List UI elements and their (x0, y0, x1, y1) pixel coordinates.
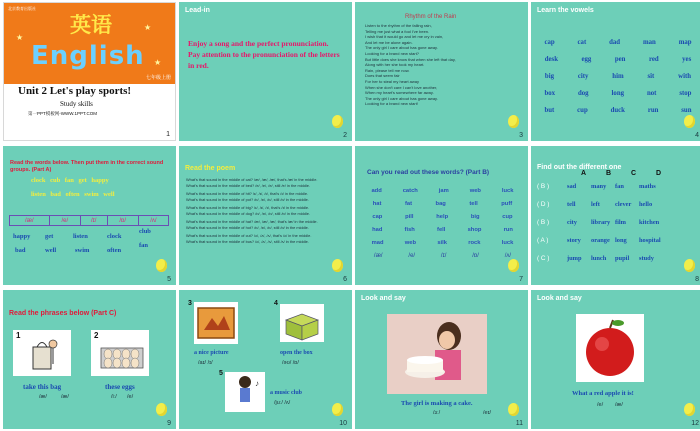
vowel-word: dog (578, 90, 589, 97)
slide-number: 5 (167, 276, 171, 283)
answer-word: often (107, 247, 122, 254)
word: hat (372, 201, 382, 207)
vowel-word: not (646, 90, 657, 97)
option-word: many (591, 183, 607, 190)
picture-image (194, 302, 238, 344)
word: rock (468, 240, 481, 246)
phrase-label: a nice picture (194, 350, 229, 356)
vowel-word: dad (609, 39, 621, 46)
subject-cn: 英语 (70, 13, 112, 37)
option-word: kitchen (639, 219, 660, 226)
question-row (537, 255, 663, 262)
apple-photo (576, 314, 644, 382)
lemon-icon (684, 403, 695, 416)
picture-number: 3 (188, 300, 192, 307)
word: pill (405, 214, 414, 220)
option-word: library (591, 219, 611, 226)
vowel-word: man (642, 39, 656, 46)
slide-7-thumbnail[interactable] (355, 146, 528, 285)
cover-banner (4, 3, 175, 84)
answer-word: swim (75, 247, 90, 254)
phonetic: /ɪ/ (440, 253, 447, 259)
word: add (371, 188, 382, 194)
vowel-word: him (612, 73, 624, 80)
picture-number: 5 (219, 370, 223, 377)
option-letter: A (581, 170, 587, 177)
word: luck (501, 188, 514, 194)
slide-number: 12 (691, 420, 699, 427)
option-word: study (639, 255, 654, 262)
word: big (470, 214, 480, 220)
option-word: left (591, 201, 600, 208)
word: cap (372, 214, 383, 220)
slide-3-thumbnail[interactable] (355, 2, 528, 141)
sound-groups-table (9, 215, 169, 226)
sound-header: /e/ (49, 216, 80, 226)
slide-11-thumbnail[interactable] (355, 290, 528, 429)
word: bag (435, 201, 446, 207)
slide-title: Read the poem (185, 165, 236, 172)
music-image (225, 372, 265, 412)
option-word: tell (567, 201, 576, 208)
unit-subtitle: Study skills (60, 100, 93, 108)
word: cup (502, 214, 513, 220)
phonetic: /æ/ (615, 402, 623, 408)
slide-title: Look and say (537, 295, 582, 302)
lyric-line: The only girl I care about has gone away. (365, 95, 438, 101)
option-word: pupil (615, 255, 630, 262)
vowel-word: run (647, 107, 659, 114)
lyric-line: And let me be alone again. (365, 39, 413, 45)
answer-paren: ( B ) (537, 219, 550, 226)
slide-title: Look and say (361, 295, 406, 302)
option-word: sad (567, 183, 577, 190)
grade-label: 七年级上册 (145, 75, 171, 81)
vowel-word: cup (577, 107, 588, 114)
phonetic: /iː/ (111, 394, 117, 400)
photo-caption: The girl is making a cake. (401, 400, 473, 407)
answer-paren: ( D ) (537, 201, 550, 208)
option-word: long (615, 237, 627, 244)
lyric-line: Rain, please tell me now. (365, 67, 410, 73)
phonetic: /aɪ/ /ɪ/ (198, 360, 213, 366)
poem-line: What's that sound in the middle of pot? /ɒ/, /ɒ/, /ɒ/, still /ɒ/ in the middle. (186, 196, 309, 202)
option-letter: B (606, 170, 612, 177)
vowel-word: sit (647, 73, 655, 80)
slide-title: Lead-in (185, 7, 210, 14)
slide-number: 10 (339, 420, 347, 427)
word: run (503, 227, 513, 233)
photo-caption: What a red apple it is! (572, 390, 634, 397)
lyric-line: Does that seem fair (365, 73, 400, 79)
word: fell (437, 227, 446, 233)
word: luck (501, 240, 514, 246)
lyric-line: I wish that it would go and let me cry in vain, (365, 34, 444, 40)
word: fat (404, 201, 413, 207)
lyric-line: When she don't care I can't love another, (365, 84, 438, 90)
lyric-line: When my heart's somewhere far away. (365, 90, 434, 96)
slide-5-thumbnail[interactable] (3, 146, 176, 285)
option-word: clever (615, 201, 632, 208)
publisher-label: 北京教育出版社 (8, 6, 36, 11)
slide-6-thumbnail[interactable] (179, 146, 352, 285)
vowel-word: city (577, 73, 589, 80)
vowel-word: egg (581, 56, 592, 63)
slide-title: Find out the different one (537, 164, 622, 171)
answer-paren: ( B ) (537, 183, 550, 190)
phrase-label: take this bag (23, 383, 62, 391)
answer-word: clock (107, 233, 122, 240)
slide-number: 4 (695, 132, 699, 139)
slide-2-thumbnail[interactable] (179, 2, 352, 141)
word: tell (469, 201, 478, 207)
eggs-image (91, 330, 149, 376)
option-word: hello (639, 201, 653, 208)
vowel-word: cat (577, 39, 587, 46)
slide-number: 6 (343, 276, 347, 283)
girl-cake-photo (387, 314, 487, 394)
song-title: Rhythm of the Rain (405, 14, 457, 20)
word: catch (402, 188, 418, 194)
picture-frame-image (194, 302, 238, 344)
vowel-word: box (544, 90, 556, 97)
poem-line: What's that sound in the middle of hat? /æ/, /æ/, /æ/, that's /æ/ in the middle. (186, 219, 318, 224)
answer-word: fan (139, 242, 149, 249)
slide-number: 1 (166, 131, 170, 138)
lyric-line: For her to steal my heart away (365, 78, 420, 84)
answer-word: listen (73, 233, 88, 240)
slide-number: 11 (515, 420, 523, 427)
lemon-icon (508, 403, 519, 416)
word-row (361, 188, 524, 194)
vowel-word: map (678, 39, 692, 46)
vowel-row (533, 39, 700, 46)
phonetic: /juː/ /ʌ/ (274, 400, 291, 406)
word: shop (467, 227, 482, 233)
lyric-line: Along with her she took my heart. (365, 62, 425, 68)
vowel-row (533, 90, 700, 97)
option-letter: D (656, 170, 662, 177)
slide-12-thumbnail[interactable] (531, 290, 700, 429)
sound-header: /ɪ/ (80, 216, 107, 226)
option-word: lunch (591, 255, 607, 262)
vowel-row (533, 73, 700, 80)
slide-4-thumbnail[interactable] (531, 2, 700, 141)
word: silk (437, 240, 447, 246)
phonetic: /æ/ (61, 394, 69, 400)
slide-9-thumbnail[interactable] (3, 290, 176, 429)
box-image (280, 304, 324, 342)
phonetic: /ɒ/ (472, 253, 479, 259)
vowel-row (533, 107, 700, 114)
word-row (361, 240, 524, 246)
vowel-word: sun (681, 107, 692, 114)
option-word: orange (591, 237, 610, 244)
star-icon: ★ (154, 58, 162, 67)
answer-word: get (45, 233, 54, 240)
phonetic: /æ/ (39, 394, 47, 400)
vowel-word: duck (610, 107, 625, 114)
poem-line: What's that sound in the middle of hit? /ɪ/, /ɪ/, /ɪ/, that's /ɪ/ in the middle. (186, 191, 309, 196)
vowel-word: but (544, 107, 555, 114)
question-row (537, 183, 663, 190)
phonetic: /e/ (408, 253, 416, 259)
footer-text: 第一PPT模板网-WWW.1PPT.COM (28, 111, 97, 116)
bag-picture (13, 330, 71, 376)
phonetic: /ʌ/ (504, 253, 512, 259)
lyric-line: Telling me just what a fool I've been. (365, 28, 430, 34)
svg-text:♪: ♪ (255, 379, 259, 388)
poem-line: What's that sound in the middle of bus? /ʌ/, /ʌ/, /ʌ/, still /ʌ/ in the middle. (186, 238, 309, 244)
answer-word: happy (13, 233, 31, 240)
sound-header: /ɒ/ (107, 216, 138, 226)
question-row (537, 237, 663, 244)
slide-1-thumbnail[interactable] (3, 2, 176, 141)
vowel-row (533, 56, 700, 63)
option-word: maths (639, 183, 656, 190)
phonetic: /ɜː/ (433, 410, 441, 416)
question-row (537, 201, 663, 208)
vowel-word: cap (544, 39, 555, 46)
phonetic: /əʊ/ /ɒ/ (282, 360, 299, 366)
phonetic: /eɪ/ (483, 410, 492, 416)
star-icon: ★ (16, 33, 24, 42)
box-picture (280, 304, 324, 342)
slide-number: 3 (519, 132, 523, 139)
slide-title: Learn the vowels (537, 7, 594, 14)
sound-header: /æ/ (10, 216, 50, 226)
subject-en: English (31, 41, 145, 71)
option-word: city (567, 219, 577, 226)
option-letters (581, 170, 681, 177)
vowel-word: stop (679, 90, 692, 97)
option-letter: C (631, 170, 637, 177)
phrase-label: these eggs (105, 383, 135, 391)
poem-line: What's that sound in the middle of cut? /ʌ/, /ʌ/, /ʌ/, that's /ʌ/ in the middle. (186, 233, 312, 238)
unit-title: Unit 2 Let's play sports! (18, 85, 132, 97)
word: had (372, 227, 383, 233)
instruction-text: Read the words below. Then put them in the correct sound groups. (Part A) (10, 160, 164, 173)
option-word: hospital (639, 237, 661, 244)
word: puff (501, 201, 513, 207)
option-word: fan (615, 183, 624, 190)
vowel-word: with (678, 73, 692, 80)
picture-number: 4 (274, 300, 278, 307)
word-row (361, 214, 524, 220)
answer-paren: ( C ) (537, 255, 550, 262)
sound-header: /ʌ/ (138, 216, 168, 226)
lyric-line: But little does she know that when she left that day, (365, 56, 456, 62)
vowel-word: desk (544, 56, 558, 63)
lyric-line: Looking for a brand new start? (365, 50, 420, 56)
lemon-icon (508, 259, 519, 272)
bag-image (13, 330, 71, 376)
answer-word: club (139, 228, 151, 235)
lemon-icon (156, 403, 167, 416)
poem-line: What's that sound in the middle of bed? /e/, /e/, /e/, still /e/ in the middle. (186, 182, 311, 188)
picture-number: 2 (94, 331, 99, 340)
phonetic: /æ/ (373, 253, 383, 259)
phonetic-row (361, 253, 524, 259)
word: help (436, 214, 449, 220)
lead-in-text: Enjoy a song and the perfect pronunciation. Pay attention to the pronunciation of the letters in red. (188, 39, 340, 70)
poem-line: What's that sound in the middle of dog? /ɒ/, /ɒ/, /ɒ/, still /ɒ/ in the middle. (186, 210, 311, 216)
word: mad (371, 240, 384, 246)
lemon-icon (156, 259, 167, 272)
answer-word: bad (15, 247, 26, 254)
vowel-word: pen (614, 56, 626, 63)
vowel-word: big (544, 73, 554, 80)
lemon-icon (332, 259, 343, 272)
poem-line: What's that sound in the middle of hot? /ɒ/, /ɒ/, /ɒ/, still /ɒ/ in the middle. (186, 224, 309, 230)
vowel-word: red (648, 56, 659, 63)
poem-line: What's that sound in the middle of cat? /æ/, /æ/, /æ/, that's /æ/ in the middle. (186, 177, 318, 182)
option-word: jump (567, 255, 582, 262)
lemon-icon (508, 115, 519, 128)
slide-8-thumbnail[interactable] (531, 146, 700, 285)
word: web (469, 188, 481, 194)
answer-paren: ( A ) (537, 237, 549, 244)
lemon-icon (332, 115, 343, 128)
word-row (361, 201, 524, 207)
phonetic: /e/ (127, 394, 134, 400)
slide-title: Can you read out these words? (Part B) (367, 169, 490, 176)
lemon-icon (684, 115, 695, 128)
vowel-word: yes (682, 56, 692, 63)
poem-line: What's that sound in the middle of big? /ɪ/, /ɪ/, /ɪ/, that's /ɪ/ in the middle. (186, 205, 310, 210)
slide-10-thumbnail[interactable] (179, 290, 352, 429)
word: web (404, 240, 417, 246)
slide-number: 2 (343, 132, 347, 139)
girl-cake-image (387, 314, 487, 394)
music-picture (225, 372, 265, 412)
word: fish (404, 227, 415, 233)
vowel-word: long (611, 90, 624, 97)
picture-number: 1 (16, 331, 21, 340)
word-row (361, 227, 524, 233)
slide-number: 7 (519, 276, 523, 283)
star-icon: ★ (144, 23, 152, 32)
phrase-label: a music club (270, 390, 303, 396)
eggs-picture (91, 330, 149, 376)
phrase-label: open the box (280, 350, 313, 356)
word: jam (438, 188, 449, 194)
slide-number: 8 (695, 276, 699, 283)
option-word: story (567, 237, 581, 244)
lyric-line: Looking for a brand new start! (365, 101, 418, 107)
poem-lines (186, 177, 318, 244)
slide-title: Read the phrases below (Part C) (9, 310, 117, 317)
slide-number: 9 (167, 420, 171, 427)
word-list: listen bad often swim well (31, 191, 115, 198)
option-word: film (615, 219, 627, 226)
answer-word: well (45, 247, 57, 254)
lemon-icon (332, 403, 343, 416)
question-row (537, 219, 663, 226)
word-list: clock cub fan get happy (31, 177, 109, 184)
song-lyrics (365, 23, 525, 107)
lemon-icon (684, 259, 695, 272)
lyric-line: Listen to the rhythm of the falling rain, (365, 23, 432, 28)
phonetic: /e/ (597, 402, 604, 408)
apple-image (576, 314, 644, 382)
lyric-line: The only girl I care about has gone away. (365, 45, 438, 51)
